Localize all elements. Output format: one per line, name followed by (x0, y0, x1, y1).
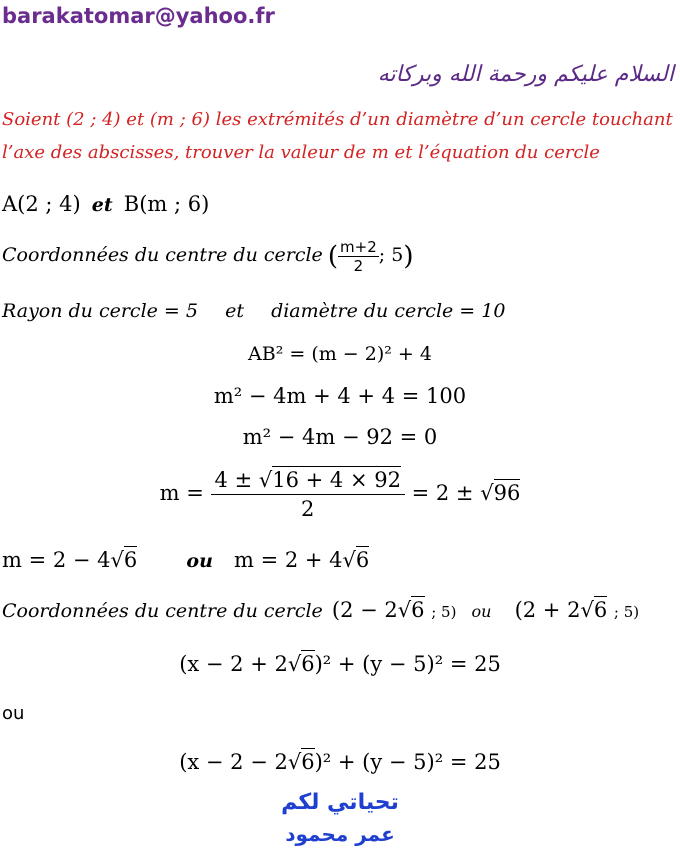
eq4-numerator: 4 ± √16 + 4 × 92 (211, 468, 405, 495)
problem-line-1: Soient (2 ; 4) et (m ; 6) les extrémités d’un diamètre d’un cercle touchant (2, 109, 673, 130)
circle-equation-1: (x − 2 + 2√6)² + (y − 5)² = 25 (179, 652, 501, 676)
centre-paren-close: ) (403, 241, 414, 272)
centre-line (2, 238, 413, 275)
centres-line (2, 598, 639, 622)
eq4-fraction (211, 468, 405, 521)
centres-label: Coordonnées du centre du cercle (2, 600, 323, 622)
circle-1-sqrt: 6 (301, 652, 315, 676)
centre-2-b: ; 5) (613, 603, 640, 621)
centre-2-a: (2 + 2 (514, 598, 581, 622)
eq4-num-a: 4 ± (214, 468, 259, 492)
points-et: et (91, 194, 113, 216)
eq4-num-sqrt: 16 + 4 × 92 (272, 468, 401, 492)
centre-1-a: (2 − 2 (331, 598, 398, 622)
centre-1-b: ; 5) (431, 603, 457, 621)
rayon-line (2, 300, 505, 322)
solutions-line (2, 548, 369, 572)
centre-fraction-num: m+2 (340, 238, 377, 256)
equation-ab: AB² = (m − 2)² + 4 (248, 343, 432, 365)
eq4-rhs-sqrt: 96 (493, 481, 521, 505)
solution-b-sqrt: 6 (355, 548, 370, 572)
diametre-text: diamètre du cercle = 10 (271, 300, 506, 322)
circle-2-a: (x − 2 − 2 (179, 750, 288, 774)
centre-label: Coordonnées du centre du cercle (2, 244, 323, 266)
solution-a-sqrt: 6 (123, 548, 138, 572)
centre-fraction-den: 2 (353, 257, 364, 275)
point-b: B(m ; 6) (123, 192, 210, 216)
eq4-denominator: 2 (301, 497, 315, 521)
centre-paren-open: ( (327, 241, 339, 272)
greeting-arabic: السلام عليكم ورحمة الله وبركاته (377, 62, 674, 87)
centre-1: (2 − 2√6 ; 5) (331, 598, 457, 622)
centre-1-sqrt: 6 (411, 598, 425, 622)
eq4-rhs: = 2 ± (411, 481, 481, 505)
equation-quadratic: m² − 4m − 92 = 0 (242, 425, 438, 449)
centre-rest: ; 5 (378, 244, 404, 266)
rayon-et: et (225, 300, 244, 322)
centres-ou: ou (471, 602, 492, 621)
problem-line-2: l’axe des abscisses, trouver la valeur de m et l’équation du cercle (2, 142, 600, 163)
points-line (2, 192, 209, 216)
centre-fraction (338, 238, 379, 275)
circle-1-b: )² + (y − 5)² = 25 (314, 652, 501, 676)
signature-greeting: تحياتي لكم (281, 790, 399, 815)
equation-expand: m² − 4m + 4 + 4 = 100 (213, 384, 467, 408)
centre-2: (2 + 2√6 ; 5) (514, 598, 640, 622)
eq4-lhs: m = (159, 481, 204, 505)
rayon-text: Rayon du cercle = 5 (2, 300, 198, 322)
equation-solution-formula: m = $\frac{4 \pm √16 + 4 \times 92}{2}$ = 2 ± √96 (159, 468, 521, 521)
solution-a: m = 2 − 4√6 (2, 548, 138, 572)
solutions-ou: ou (186, 550, 213, 572)
solution-b-text: m = 2 + 4 (233, 548, 343, 572)
point-a: A(2 ; 4) (2, 192, 81, 216)
solution-a-text: m = 2 − 4 (2, 548, 111, 572)
circle-2-b: )² + (y − 5)² = 25 (314, 750, 501, 774)
signature-name: عمر محمود (285, 822, 395, 846)
solution-b: m = 2 + 4√6 (233, 548, 370, 572)
centre-2-sqrt: 6 (593, 598, 608, 622)
circle-equation-2: (x − 2 − 2√6)² + (y − 5)² = 25 (179, 750, 501, 774)
circle-2-sqrt: 6 (301, 750, 315, 774)
author-email: barakatomar@yahoo.fr (2, 4, 275, 28)
ou-separator: ou (2, 703, 25, 724)
circle-1-a: (x − 2 + 2 (179, 652, 288, 676)
